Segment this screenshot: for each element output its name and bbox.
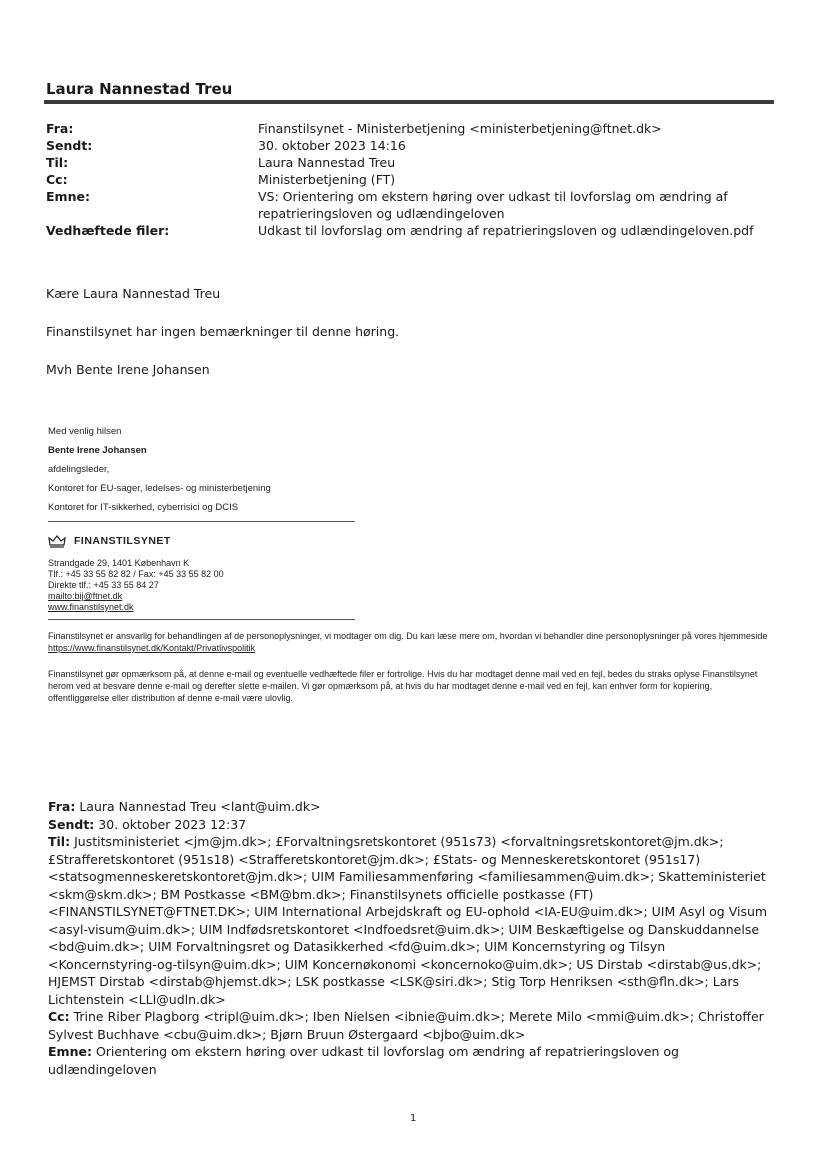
fwd-subject-value: Orientering om ekstern høring over udkast til lovforslag om ændring af repatrieringsloven og udlændingeloven [48,1044,679,1077]
signature-role: afdelingsleder, [48,464,110,475]
fwd-sent-value: 30. oktober 2023 12:37 [98,816,247,832]
greeting: Kære Laura Nannestad Treu [46,286,221,301]
fwd-cc-value: Trine Riber Plagborg <tripl@uim.dk>; Iben Nielsen <ibnie@uim.dk>; Merete Milo <mmi@uim.dk>; Christoffer Sylvest Buchhave <cbu@uim.dk>; Bjørn Bruun Østergaard <bjbo@uim.dk> [48,1009,764,1042]
privacy-text: Finanstilsynet er ansvarlig for behandlingen af de personoplysninger, vi modtager om dig. Du kan læse mere om, hvordan vi behandler dine personoplysninger på vores hjemmeside [48,631,768,641]
fwd-to [48,833,778,1008]
from-value: Finanstilsynet - Ministerbetjening <ministerbetjening@ftnet.dk> [258,121,662,136]
to-value: Laura Nannestad Treu [258,155,396,170]
title-rule [44,100,774,104]
subject-line-2: repatrieringsloven og udlændingeloven [258,206,505,221]
direct-phone: Direkte tlf.: +45 33 55 84 27 [48,580,159,590]
signature-office-1: Kontoret for EU-sager, ledelses- og ministerbetjening [48,483,271,494]
signature-office-2: Kontoret for IT-sikkerhed, cyberrisici og DCIS [48,502,239,513]
message: Finanstilsynet har ingen bemærkninger til denne høring. [46,324,400,339]
signature-regards: Med venlig hilsen [48,426,122,437]
address: Strandgade 29, 1401 København K [48,558,190,568]
crown-icon [48,534,66,548]
fwd-cc [48,1008,778,1043]
privacy-link[interactable]: https://www.finanstilsynet.dk/Kontakt/Privatlivspolitik [48,643,256,653]
email-header [46,120,776,239]
forwarded-header [48,798,778,1078]
contact-divider [48,619,355,620]
attachment-file[interactable]: Udkast til lovforslag om ændring af repatrieringsloven og udlændingeloven.pdf [258,223,754,238]
header-sent-row [46,137,776,154]
fwd-from-label: Fra: [48,799,76,814]
brand-logo [48,534,778,548]
fwd-subject-label: Emne: [48,1044,92,1059]
header-subject-row [46,188,776,222]
cc-label: Cc: [46,172,68,187]
privacy-notice [48,630,776,654]
signature-block [48,422,778,704]
cc-value: Ministerbetjening (FT) [258,172,396,187]
subject-line-1: VS: Orientering om ekstern høring over udkast til lovforslag om ændring af [258,189,728,204]
header-to-row [46,154,776,171]
header-from-row [46,120,776,137]
contact-details [48,558,778,613]
attachments-label: Vedhæftede filer: [46,223,170,238]
from-label: Fra: [46,121,74,136]
website-link[interactable]: www.finanstilsynet.dk [48,602,134,612]
subject-value [258,188,776,222]
fwd-to-value: Justitsministeriet <jm@jm.dk>; £Forvaltningsretskontoret (951s73) <forvaltningsretskontoret@jm.dk>; £Strafferetskontoret (951s18) <Strafferetskontoret@jm.dk>; £Stats- og Menneskeretskontoret (951s17) <statsogmenneskeretskontoret@jm.dk>; UIM Familiesammenføring <familiesammen@uim.dk>; Skatteministeriet <skm@skm.dk>; BM Postkasse <BM@bm.dk>; Finanstilsynets officielle postkasse (FT) <FINANSTILSYNET@FTNET.DK>; UIM International Arbejdskraft og EU-ophold <IA-EU@uim.dk>; UIM Asyl og Visum <asyl-visum@uim.dk>; UIM Indfødsretskontoret <Indfoedsret@uim.dk>; UIM Beskæftigelse og Danskuddannelse <bd@uim.dk>; UIM Forvaltningsret og Datasikkerhed <fd@uim.dk>; UIM Koncernstyring og Tilsyn <Koncernstyring-og-tilsyn@uim.dk>; UIM Koncernøkonomi <koncernoko@uim.dk>; US Dirstab <dirstab@us.dk>; HJEMST Dirstab <dirstab@hjemst.dk>; LSK postkasse <LSK@siri.dk>; Stig Torp Henriksen <sth@fln.dk>; Lars Lichtenstein <LLI@udln.dk> [48,834,768,1007]
mailto-link[interactable]: mailto:bij@ftnet.dk [48,591,123,601]
page-number: 1 [410,1113,417,1124]
header-cc-row [46,171,776,188]
phone: Tlf.: +45 33 55 82 82 / Fax: +45 33 55 82 00 [48,569,224,579]
fwd-sent-label: Sendt: [48,816,95,832]
sent-label: Sendt: [46,138,93,153]
subject-label: Emne: [46,189,90,204]
fwd-cc-label: Cc: [48,1009,70,1024]
to-label: Til: [46,155,69,170]
sent-value: 30. oktober 2023 14:16 [258,138,406,153]
signature-name: Bente Irene Johansen [48,445,147,456]
confidentiality-notice: Finanstilsynet gør opmærksom på, at denne e-mail og eventuelle vedhæftede filer er fortrolige. Hvis du har modtaget denne mail ved en fejl, bedes du straks oplyse Finanstilsynet herom ved at besvare denne e-mail og derefter slette e-mailen. Vi gør opmærksom på, at hvis du har modtaget denne e-mail ved en fejl, kan enhver form for kopiering, offentliggørelse eller distribution af denne e-mail være ulovlig. [48,669,758,703]
fwd-sent [48,816,778,834]
brand-name: FINANSTILSYNET [74,535,171,547]
fwd-subject [48,1043,778,1078]
fwd-from-value: Laura Nannestad Treu <lant@uim.dk> [79,799,321,814]
fwd-from [48,798,778,816]
page-title: Laura Nannestad Treu [46,80,233,98]
header-attachments-row [46,222,776,239]
closing: Mvh Bente Irene Johansen [46,362,210,377]
fwd-to-label: Til: [48,834,71,849]
signature-divider [48,521,355,522]
